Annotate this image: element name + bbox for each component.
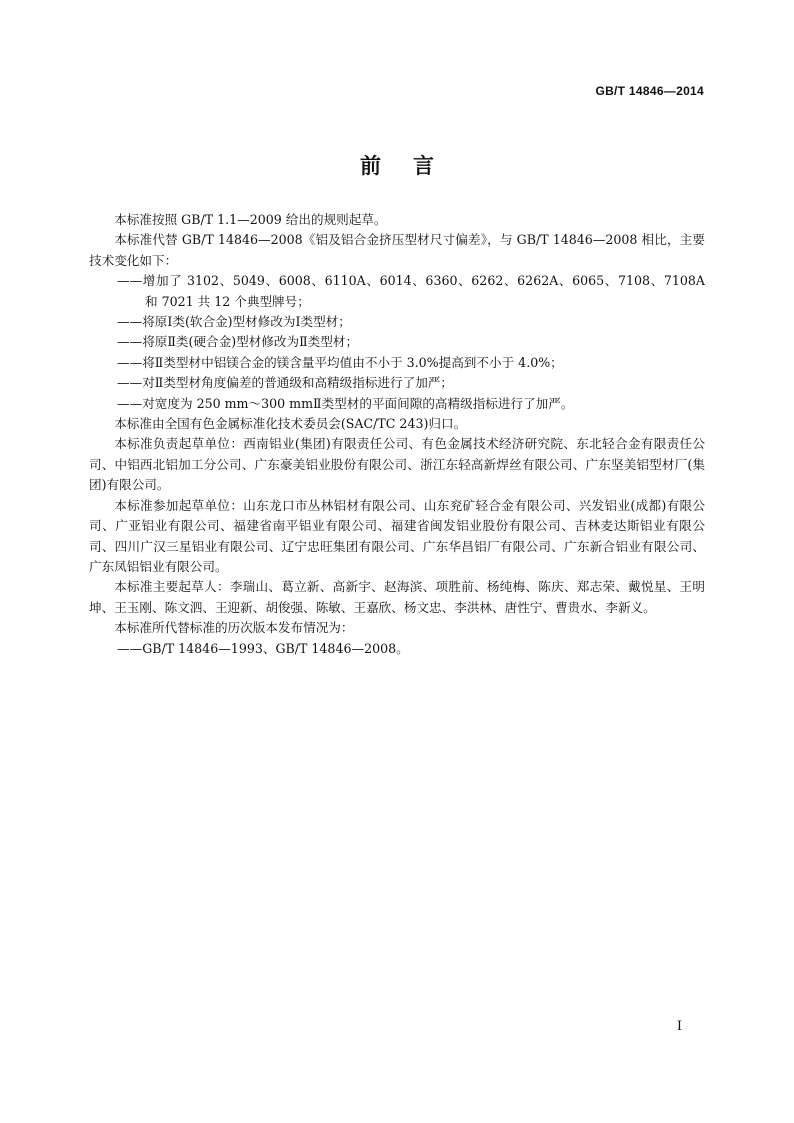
change-item: ——对宽度为 250 mm～300 mmⅡ类型材的平面间隙的高精级指标进行了加严。 xyxy=(117,395,574,411)
change-item: ——增加了 3102、5049、6008、6110A、6014、6360、6262、6262A、6065、7108、7108A 和 7021 共 12 个典型牌号； xyxy=(117,273,705,309)
paragraph-committee: 本标准由全国有色金属标准化技术委员会(SAC/TC 243)归口。 xyxy=(114,416,467,432)
change-item: ——将Ⅱ类型材中铝镁合金的镁含量平均值由不小于 3.0%提高到不小于 4.0%； xyxy=(117,354,563,370)
paragraph-replacement: 本标准代替 GB/T 14846—2008《铝及铝合金挤压型材尺寸偏差》，与 GB/T 14846—2008 相比，主要技术变化如下： xyxy=(89,232,705,268)
page-number: Ⅰ xyxy=(676,1019,682,1034)
page-title: 前言 xyxy=(360,154,466,178)
history-item: ——GB/T 14846—1993、GB/T 14846—2008。 xyxy=(117,640,409,656)
standard-code: GB/T 14846—2014 xyxy=(595,84,704,98)
change-item: ——将原Ⅰ类(软合金)型材修改为Ⅰ类型材； xyxy=(117,314,351,330)
paragraph-participating-drafters: 本标准参加起草单位：山东龙口市丛林铝材有限公司、山东兖矿轻合金有限公司、兴发铝业(成都)有限公司、广亚铝业有限公司、福建省南平铝业有限公司、福建省闽发铝业股份有限公司、吉林麦达斯铝业有限公司、四川广汉三星铝业有限公司、辽宁忠旺集团有限公司、广东华昌铝厂有限公司、广东新合铝业有限公司、广东凤铝铝业有限公司。 xyxy=(89,497,705,574)
paragraph-history-intro: 本标准所代替标准的历次版本发布情况为： xyxy=(114,620,354,636)
paragraph-drafting-rules: 本标准按照 GB/T 1.1—2009 给出的规则起草。 xyxy=(114,212,387,227)
paragraph-main-authors: 本标准主要起草人：李瑞山、葛立新、高新宇、赵海滨、项胜前、杨纯梅、陈庆、郑志荣、戴悦星、王明坤、王玉刚、陈文泗、王迎新、胡俊强、陈敏、王嘉欣、杨文忠、李洪林、唐性宁、曹贵水、李新义。 xyxy=(89,579,705,615)
paragraph-lead-drafters: 本标准负责起草单位：西南铝业(集团)有限责任公司、有色金属技术经济研究院、东北轻合金有限责任公司、中铝西北铝加工分公司、广东豪美铝业股份有限公司、浙江东轻高新焊丝有限公司、广东坚美铝型材厂(集团)有限公司。 xyxy=(89,436,705,493)
change-item: ——将原Ⅱ类(硬合金)型材修改为Ⅱ类型材； xyxy=(117,334,359,350)
change-item: ——对Ⅱ类型材角度偏差的普通级和高精级指标进行了加严； xyxy=(117,375,453,391)
foreword-body xyxy=(89,210,705,659)
